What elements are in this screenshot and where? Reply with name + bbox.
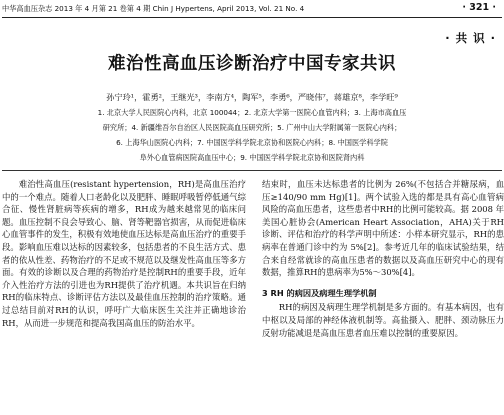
section-separator bbox=[2, 170, 502, 171]
page-number: · 321 · bbox=[462, 2, 496, 13]
article-title: 难治性高血压诊断治疗中国专家共识 bbox=[108, 54, 396, 74]
header-rule bbox=[2, 17, 502, 18]
prevalence-paragraph: 结束时，血压未达标患者的比例为 26%(不包括合并糖尿病，血压≥140/90 mm Hg)[1]。两个试验入选的都是具有高心血管病风险的高血压患者，这些患者中RH的比例可能较高。据 2008 年美国心脏协会(American Heart Association，AHA)关于RH诊断、评估和治疗的科学声明中所述：小样本研究显示，RH的患病率在普通门诊中约为 5%[2]。参考近几年的临床试验结果，结合来自经常就诊的高血压患者的数据以及高血压研究中心的现有数据，推算RH的患病率为5%～30%[4]。 bbox=[262, 179, 504, 278]
affiliation-line-2: 研究所；4. 新疆维吾尔自治区人民医院高血压研究所；5. 广州中山大学附属第一医院心内科； bbox=[102, 123, 402, 132]
journal-info: 中华高血压杂志 2013 年 4 月第 21 卷第 4 期 Chin J Hypertens, April 2013, Vol. 21 No. 4 bbox=[2, 4, 305, 13]
section-label: · 共 识 · bbox=[445, 31, 496, 45]
right-column bbox=[262, 178, 504, 339]
running-header bbox=[2, 2, 502, 18]
intro-paragraph: 难治性高血压(resistant hypertension，RH)是高血压治疗中的一个难点。随着人口老龄化以及肥胖、睡眠呼吸暂停低通气综合征、慢性肾脏病等疾病的增多，RH成为越来越常见的临床问题。血压控制不良会导致心、脑、肾等靶器官损害，从而促进临床心血管事件的发生，积极有效地使血压达标是高血压治疗的重要手段。影响血压难以达标的因素较多，包括患者的不良生活方式、患者的依从性差、药物治疗的不足或不规范以及继发性高血压等多方面。有效的诊断以及合理的药物治疗是控制RH的重要手段，近年介入性治疗方法的引进也为RH提供了治疗机遇。本共识旨在归纳RH的临床特点、诊断评估方法以及最佳血压控制的治疗策略。通过总结目前对RH的认识，呼吁广大临床医生关注并正确地诊治RH，从而进一步规范和提高我国高血压的防治水平。 bbox=[2, 179, 246, 328]
affiliation-line-3: 6. 上海华山医院心内科；7. 中国医学科学院北京协和医院心内科；8. 中国医学科学院 bbox=[116, 138, 388, 147]
etiology-paragraph: RH的病因及病理生理学机制是多方面的。有基本病因，也有中枢以及局部的神经体液机制等。高盐摄入、肥胖、颈动脉压力反射功能减退是高血压患者血压难以控制的重要原因。 bbox=[262, 302, 504, 338]
section-heading: 3 RH 的病因及病理生理学机制 bbox=[262, 287, 377, 298]
author-list: 孙宁玲¹，霍勇²，王继光³，李南方⁴，陶军⁵，李勇⁶，严晓伟⁷，蒋雄京⁸，李学旺⁹ bbox=[106, 92, 398, 102]
affiliation-line-4: 阜外心血管病医院高血压中心；9. 中国医学科学院北京协和医院肾内科 bbox=[139, 153, 365, 162]
left-column bbox=[2, 178, 246, 329]
affiliation-line-1: 1. 北京大学人民医院心内科，北京 100044；2. 北京大学第一医院心血管内科；3. 上海市高血压 bbox=[97, 108, 407, 117]
